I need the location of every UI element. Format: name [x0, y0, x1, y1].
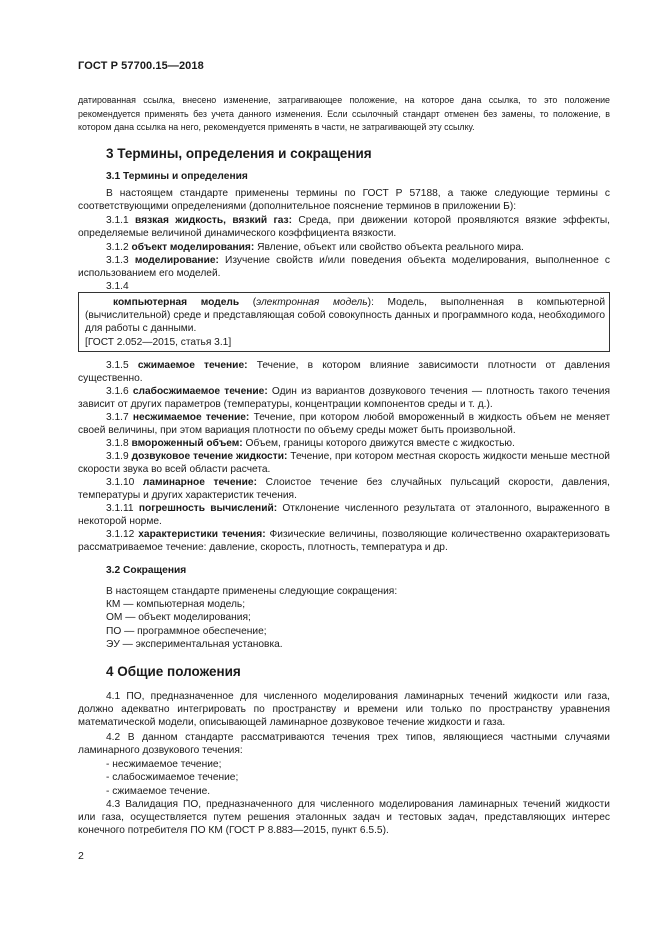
- definition-box: [78, 292, 610, 352]
- list-item: ПО — программное обеспечение;: [106, 625, 267, 637]
- term-name: компьютерная модель: [113, 297, 240, 308]
- term-3-1-8: 3.1.8 вмороженный объем: Объем, границы которого движутся вместе с жидкостью.: [106, 438, 515, 449]
- paragraph-4-2: 4.2 В данном стандарте рассматриваются течения трех типов, являющиеся частными случаями ламинарного дозвукового течения:: [78, 732, 610, 757]
- abbreviations-intro: В настоящем стандарте применены следующие сокращения:: [106, 586, 398, 597]
- list-item: ЭУ — экспериментальная установка.: [106, 638, 283, 650]
- subsection-3-1-heading: 3.1 Термины и определения: [106, 171, 248, 182]
- term-name: дозвуковое течение жидкости:: [131, 451, 288, 462]
- list-item: - слабосжимаемое течение;: [106, 772, 239, 784]
- term-name: слабосжимаемое течение:: [132, 386, 268, 397]
- term-3-1-5: 3.1.5 сжимаемое течение: Течение, в котором влияние зависимости плотности от давления существенно.: [78, 360, 610, 385]
- intro-paragraph: датированная ссылка, внесено изменение, затрагивающее положение, на которое дана ссылка, то это положение рекомендуется применять без учета данного изменения. Если ссылочный стандарт отменен без замены, то положение, в котором дана ссылка на него, рекомендуется применять в части, не затрагивающей эту ссылку.: [78, 95, 610, 132]
- term-name: сжимаемое течение:: [137, 360, 248, 371]
- term-3-1-9: 3.1.9 дозвуковое течение жидкости: Течение, при котором местная скорость жидкости меньше местной скорости звука во всей области расчета.: [78, 451, 610, 476]
- term-name: вязкая жидкость, вязкий газ:: [135, 215, 292, 226]
- list-item: - несжимаемое течение;: [106, 759, 222, 770]
- term-3-1-12: 3.1.12 характеристики течения: Физические величины, позволяющие количественно охарактеризовать рассматриваемое течение: давление, скорость, плотность, температура и др.: [78, 529, 610, 554]
- subsection-3-2-heading: 3.2 Сокращения: [106, 565, 187, 576]
- term-name: вмороженный объем:: [131, 438, 243, 449]
- term-3-1-7: 3.1.7 несжимаемое течение: Течение, при котором любой вмороженный в жидкость объем не меняет своей величины, при этом вариация плотности по объему среды может быть произвольной.: [78, 412, 610, 437]
- section-3-heading: 3 Термины, определения и сокращения: [106, 146, 372, 161]
- term-name: объект моделирования:: [131, 242, 255, 253]
- document-header: ГОСТ Р 57700.15—2018: [78, 60, 204, 72]
- term-name: несжимаемое течение:: [132, 412, 250, 423]
- abbreviations-list: [106, 598, 283, 651]
- term-name: характеристики течения:: [138, 529, 266, 540]
- list-item: КМ — компьютерная модель;: [106, 599, 246, 610]
- term-source-reference: [ГОСТ 2.052—2015, статья 3.1]: [85, 336, 232, 348]
- term-3-1-1: 3.1.1 вязкая жидкость, вязкий газ: Среда, при движении которой проявляются вязкие эффекты, определяемые величиной динамического коэффициента вязкости.: [78, 215, 610, 240]
- term-name: погрешность вычислений:: [138, 503, 278, 514]
- terms-intro-paragraph: В настоящем стандарте применены термины по ГОСТ Р 57188, а также следующие термины с соответствующими определениями (дополнительное пояснение терминов в приложении Б):: [78, 188, 610, 213]
- term-name: моделирование:: [134, 255, 219, 266]
- term-alt-name: электронная модель: [256, 297, 368, 308]
- term-3-1-3: 3.1.3 моделирование: Изучение свойств и/или поведения объекта моделирования, выполненное с использованием его моделей.: [78, 255, 610, 280]
- term-3-1-4-number: 3.1.4: [106, 281, 129, 292]
- section-4-heading: 4 Общие положения: [106, 664, 241, 679]
- page-number: 2: [78, 850, 84, 862]
- term-3-1-4-definition: компьютерная модель (электронная модель): Модель, выполненная в компьютерной (вычислительной) среде и представляющая собой совокупность данных и программного кода, необходимого для работы с данными. [ГОСТ 2.052—2015, статья 3.1]: [85, 297, 606, 348]
- term-name: ламинарное течение:: [142, 477, 257, 488]
- term-3-1-2: 3.1.2 объект моделирования: Явление, объект или свойство объекта реального мира.: [106, 242, 524, 253]
- paragraph-4-3: 4.3 Валидация ПО, предназначенного для численного моделирования ламинарных течений жидкости или газа, осуществляется путем решения эталонных задач и тестовых задач, представляющих интерес конечного потребителя ПО КМ (ГОСТ Р 8.883—2015, пункт 6.5.5).: [78, 799, 610, 837]
- flow-types-list: [106, 758, 238, 798]
- list-item: ОМ — объект моделирования;: [106, 612, 251, 624]
- term-3-1-11: 3.1.11 погрешность вычислений: Отклонение численного результата от эталонного, выраженного в некоторой норме.: [78, 503, 610, 528]
- term-3-1-10: 3.1.10 ламинарное течение: Слоистое течение без случайных пульсаций скорости, давления, температуры и других характеристик течения.: [78, 477, 610, 502]
- paragraph-4-1: 4.1 ПО, предназначенное для численного моделирования ламинарных течений жидкости или газа, должно адекватно интегрировать по пространству и времени или только по пространству уравнения математической модели, описывающей ламинарное дозвуковое течение жидкости и газа.: [78, 691, 610, 729]
- list-item: - сжимаемое течение.: [106, 785, 211, 797]
- term-3-1-6: 3.1.6 слабосжимаемое течение: Один из вариантов дозвукового течения — плотность такого течения зависит от других параметров (температуры, концентрации компонентов среды и т. д.).: [78, 386, 610, 411]
